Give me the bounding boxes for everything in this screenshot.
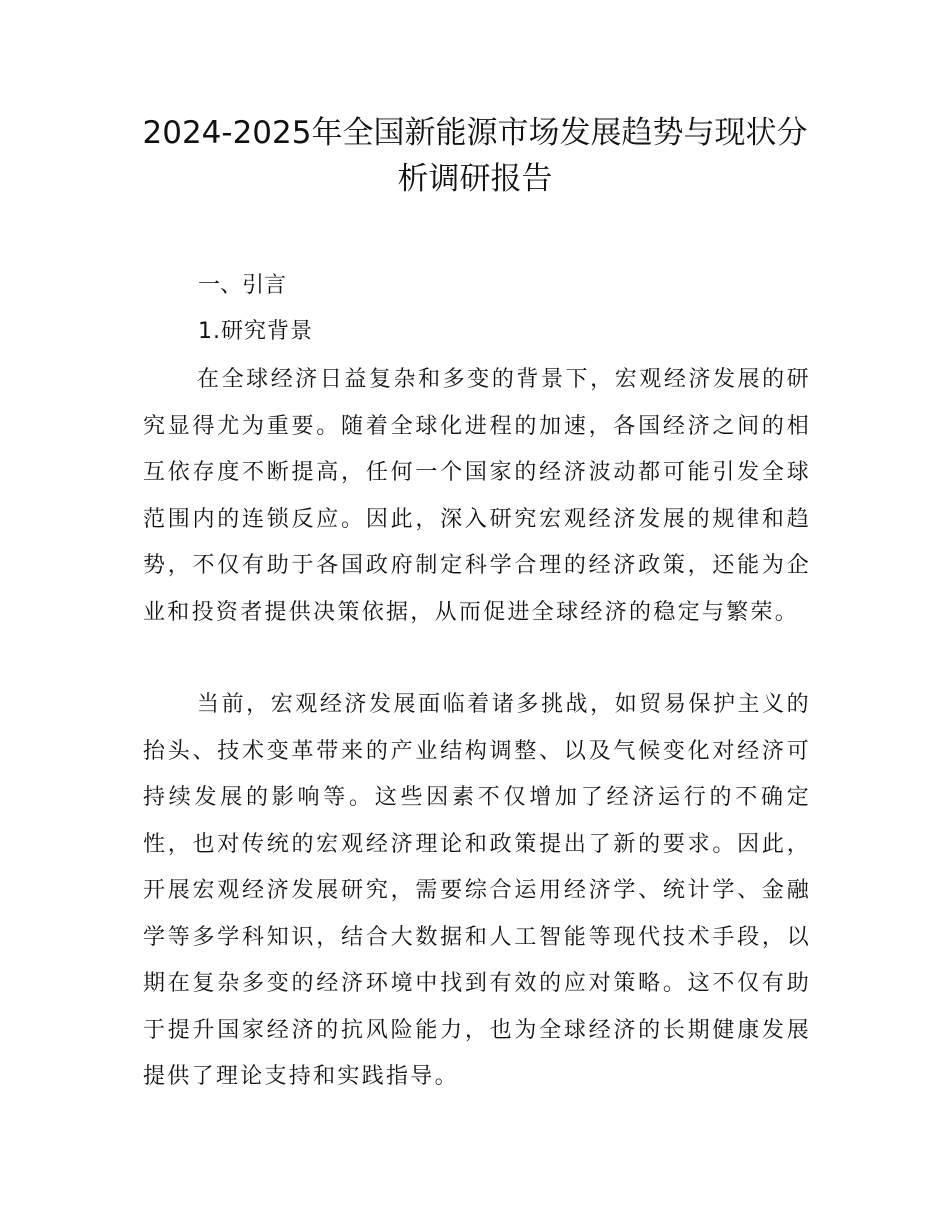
document-title: 2024-2025年全国新能源市场发展趋势与现状分析调研报告 (142, 115, 808, 197)
body-paragraph: 在全球经济日益复杂和多变的背景下，宏观经济发展的研究显得尤为重要。随着全球化进程的加速，各国经济之间的相互依存度不断提高，任何一个国家的经济波动都可能引发全球范围内的连锁反应。因此，深入研究宏观经济发展的规律和趋势，不仅有助于各国政府制定科学合理的经济政策，还能为企业和投资者提供决策依据，从而促进全球经济的稳定与繁荣。 (143, 367, 811, 625)
body-paragraph: 当前，宏观经济发展面临着诸多挑战，如贸易保护主义的抬头、技术变革带来的产业结构调整、以及气候变化对经济可持续发展的影响等。这些因素不仅增加了经济运行的不确定性，也对传统的宏观经济理论和政策提出了新的要求。因此，开展宏观经济发展研究，需要综合运用经济学、统计学、金融学等多学科知识，结合大数据和人工智能等现代技术手段，以期在复杂多变的经济环境中找到有效的应对策略。这不仅有助于提升国家经济的抗风险能力，也为全球经济的长期健康发展提供了理论支持和实践指导。 (143, 692, 811, 1089)
section-heading: 一、引言 (198, 273, 287, 298)
subsection-heading: 1.研究背景 (198, 319, 313, 344)
